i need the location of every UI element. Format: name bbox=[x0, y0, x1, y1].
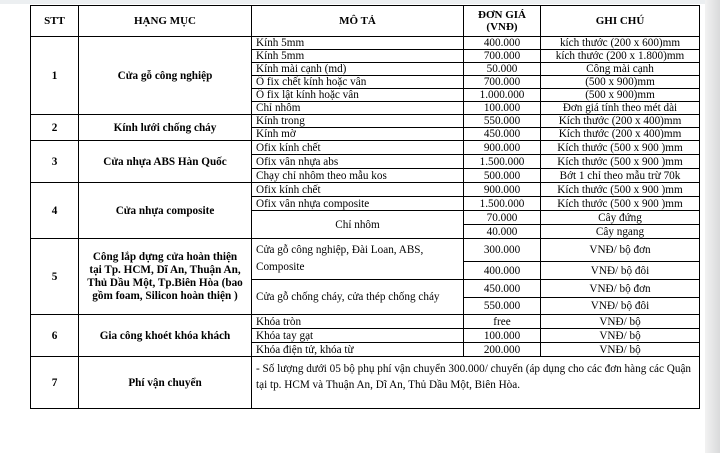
table-row bbox=[31, 37, 700, 50]
row-desc: Ô fix chết kính hoặc vân bbox=[252, 76, 464, 89]
row-desc: Kính mài cạnh (md) bbox=[252, 63, 464, 76]
header-stt: STT bbox=[31, 6, 79, 37]
row-note: Cây ngang bbox=[541, 225, 700, 239]
group-stt: 1 bbox=[31, 37, 79, 115]
row-desc: Khóa tay gạt bbox=[252, 329, 464, 343]
group-stt: 7 bbox=[31, 357, 79, 409]
table-row bbox=[31, 357, 700, 409]
row-price: 700.000 bbox=[464, 76, 541, 89]
row-desc-merged: Chỉ nhôm bbox=[252, 211, 464, 239]
row-price: free bbox=[464, 315, 541, 329]
row-desc: Cửa gỗ chống cháy, cửa thép chống cháy bbox=[252, 280, 464, 315]
row-desc: Ofix vân nhựa abs bbox=[252, 155, 464, 169]
row-note: Kích thước (500 x 900 )mm bbox=[541, 183, 700, 197]
row-price: 70.000 bbox=[464, 211, 541, 225]
row-note: VNĐ/ bộ bbox=[541, 315, 700, 329]
group-stt: 3 bbox=[31, 141, 79, 183]
table-row bbox=[31, 315, 700, 329]
row-desc: Ofix kính chết bbox=[252, 183, 464, 197]
header-don-gia bbox=[464, 6, 541, 37]
row-desc: Chỉ nhôm bbox=[252, 102, 464, 115]
row-price: 900.000 bbox=[464, 141, 541, 155]
group-name: Cửa nhựa composite bbox=[79, 183, 252, 239]
row-note: Kích thước (500 x 900 )mm bbox=[541, 197, 700, 211]
row-note: VNĐ/ bộ đơn bbox=[541, 280, 700, 298]
row-price: 400.000 bbox=[464, 37, 541, 50]
row-price: 1.500.000 bbox=[464, 197, 541, 211]
row-note: Cây đứng bbox=[541, 211, 700, 225]
row-note: Kích thước (500 x 900 )mm bbox=[541, 155, 700, 169]
row-note: (500 x 900)mm bbox=[541, 89, 700, 102]
row-desc: Kính 5mm bbox=[252, 37, 464, 50]
row-note: VNĐ/ bộ bbox=[541, 343, 700, 357]
row-note: Đơn giá tính theo mét dài bbox=[541, 102, 700, 115]
table-row bbox=[31, 183, 700, 197]
row-note: Kích thước (500 x 900 )mm bbox=[541, 141, 700, 155]
group-stt: 6 bbox=[31, 315, 79, 357]
header-don-gia-line1: ĐƠN GIÁ bbox=[478, 9, 526, 21]
row-desc: Ofix kính chết bbox=[252, 141, 464, 155]
row-desc: Khóa điện tử, khóa từ bbox=[252, 343, 464, 357]
table-header-row bbox=[31, 6, 700, 37]
price-table bbox=[30, 5, 700, 409]
row-desc: Ofix vân nhựa composite bbox=[252, 197, 464, 211]
table-row bbox=[31, 141, 700, 155]
table-row bbox=[31, 115, 700, 128]
row-price: 700.000 bbox=[464, 50, 541, 63]
row-price: 1.000.000 bbox=[464, 89, 541, 102]
shipping-note: - Số lượng dưới 05 bộ phụ phí vận chuyển 300.000/ chuyến (áp dụng cho các đơn hàng các Quận tại tp. HCM và Thuận An, Dĩ An, Thủ Dầu Một, Biên Hòa. bbox=[252, 357, 700, 409]
row-price: 1.500.000 bbox=[464, 155, 541, 169]
group-stt: 2 bbox=[31, 115, 79, 141]
header-mo-ta: MÔ TẢ bbox=[252, 6, 464, 37]
row-desc: Kính mờ bbox=[252, 128, 464, 141]
group-name: Cửa nhựa ABS Hàn Quốc bbox=[79, 141, 252, 183]
group-name: Cửa gỗ công nghiệp bbox=[79, 37, 252, 115]
row-note: kích thước (200 x 1.800)mm bbox=[541, 50, 700, 63]
row-price: 500.000 bbox=[464, 169, 541, 183]
group-name: Gia công khoét khóa khách bbox=[79, 315, 252, 357]
row-price: 50.000 bbox=[464, 63, 541, 76]
row-price: 450.000 bbox=[464, 128, 541, 141]
row-desc: Cửa gỗ công nghiệp, Đài Loan, ABS, Composite bbox=[252, 239, 464, 280]
row-note: VNĐ/ bộ bbox=[541, 329, 700, 343]
page-edge-shadow bbox=[705, 0, 720, 453]
row-note: VNĐ/ bộ đơn bbox=[541, 239, 700, 262]
row-note: kích thước (200 x 600)mm bbox=[541, 37, 700, 50]
row-price: 100.000 bbox=[464, 329, 541, 343]
row-price: 550.000 bbox=[464, 298, 541, 315]
row-price: 400.000 bbox=[464, 262, 541, 280]
row-note: Bớt 1 chỉ theo mẫu trừ 70k bbox=[541, 169, 700, 183]
row-price: 450.000 bbox=[464, 280, 541, 298]
row-desc: Ô fix lật kính hoặc vân bbox=[252, 89, 464, 102]
group-name: Công lắp dựng cửa hoàn thiện tại Tp. HCM, Dĩ An, Thuận An, Thủ Dầu Một, Tp.Biên Hòa (bao gồm foam, Silicon hoàn thiện ) bbox=[79, 239, 252, 315]
group-stt: 4 bbox=[31, 183, 79, 239]
row-note: VNĐ/ bộ đôi bbox=[541, 262, 700, 280]
row-note: Công mài cạnh bbox=[541, 63, 700, 76]
row-desc: Chạy chỉ nhôm theo mẫu kos bbox=[252, 169, 464, 183]
group-stt: 5 bbox=[31, 239, 79, 315]
row-price: 100.000 bbox=[464, 102, 541, 115]
row-price: 40.000 bbox=[464, 225, 541, 239]
row-price: 900.000 bbox=[464, 183, 541, 197]
row-note: Kích thước (200 x 400)mm bbox=[541, 128, 700, 141]
group-name: Phí vận chuyển bbox=[79, 357, 252, 409]
top-edge bbox=[0, 0, 720, 4]
row-note: VNĐ/ bộ đôi bbox=[541, 298, 700, 315]
header-don-gia-line2: (VNĐ) bbox=[486, 21, 518, 33]
header-ghi-chu: GHI CHÚ bbox=[541, 6, 700, 37]
header-hang-muc: HẠNG MỤC bbox=[79, 6, 252, 37]
row-note: (500 x 900)mm bbox=[541, 76, 700, 89]
row-desc: Kính 5mm bbox=[252, 50, 464, 63]
row-desc: Kính trong bbox=[252, 115, 464, 128]
table-row bbox=[31, 239, 700, 262]
row-price: 200.000 bbox=[464, 343, 541, 357]
row-price: 550.000 bbox=[464, 115, 541, 128]
row-desc: Khóa tròn bbox=[252, 315, 464, 329]
group-name: Kính lưới chống cháy bbox=[79, 115, 252, 141]
row-note: Kích thước (200 x 400)mm bbox=[541, 115, 700, 128]
row-price: 300.000 bbox=[464, 239, 541, 262]
